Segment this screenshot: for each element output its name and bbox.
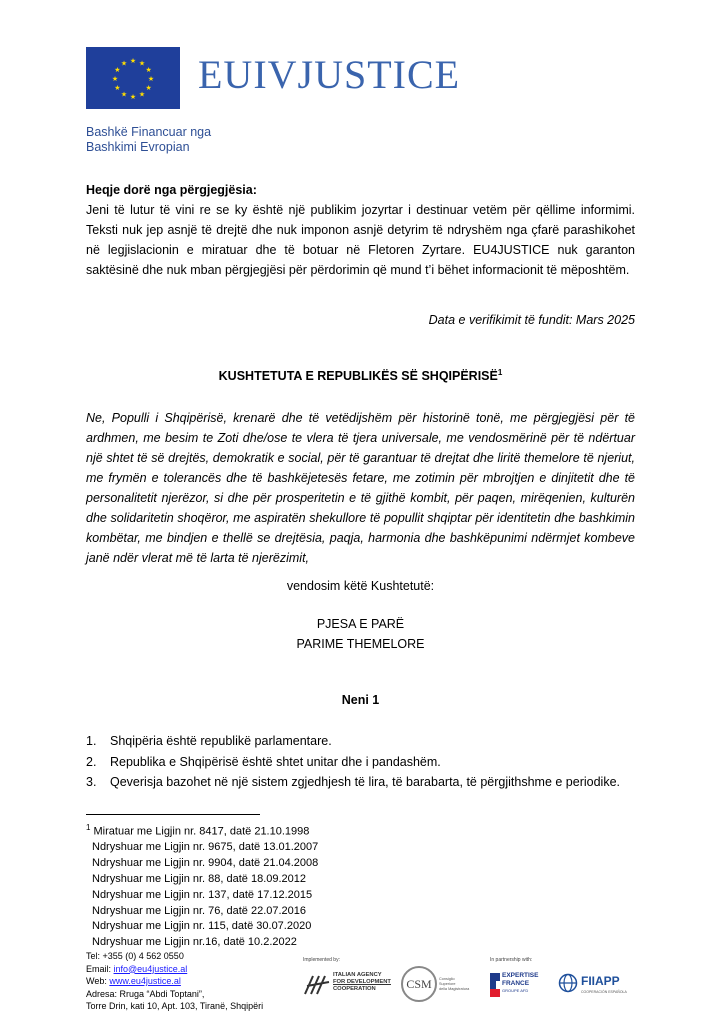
footnote-line <box>86 820 318 840</box>
cofinanced-line-2: Bashkimi Evropian <box>86 140 190 154</box>
disclaimer-text: Jeni të lutur të vini re se ky është një publikim jozyrtar i destinuar vetëm për qëllime informimi. Teksti nuk jep asnjë të drejtë dhe nuk imponon asnjë detyrim të ndryshëm nga çfarë parashikohet në legjislacionin e miratuar dhe të botuar në Fletoren Zyrtare. EU4JUSTICE nuk garanton saktësinë dhe nuk mban përgjegjësi për përdorimin që mund t’i bëhet informacionit të mëposhtëm. <box>86 203 635 277</box>
aics-line-3: COOPERATION <box>333 986 376 992</box>
footnote-line: Ndryshuar me Ligjin nr. 76, datë 22.07.2016 <box>92 904 307 917</box>
svg-text:★: ★ <box>138 90 146 99</box>
svg-text:★: ★ <box>145 84 152 92</box>
footnote-line: Ndryshuar me Ligjin nr. 9904, datë 21.04.2008 <box>92 857 319 870</box>
contact-address-1: Adresa: Rruga “Abdi Toptani”, <box>86 988 205 999</box>
list-item <box>86 772 646 793</box>
csm-seal <box>401 966 437 1002</box>
enactment-line: vendosim këtë Kushtetutë: <box>286 579 435 593</box>
brand-logo-text: EUIVJUSTICE <box>198 52 461 97</box>
footnote-line: Ndryshuar me Ligjin nr. 115, datë 30.07.2020 <box>92 920 312 933</box>
contact-email-row <box>86 963 263 976</box>
verification-date: Data e verifikimit të fundit: Mars 2025 <box>428 313 635 327</box>
email-label: Email: <box>86 963 112 974</box>
svg-text:★: ★ <box>129 93 137 101</box>
aics-logo-text <box>333 972 391 993</box>
csm-caption-1: Consiglio <box>439 977 455 981</box>
contact-web-row <box>86 975 263 988</box>
list-item-number: 1. <box>86 734 97 748</box>
fiiapp-caption: COOPERACIÓN ESPAÑOLA <box>581 990 627 994</box>
fiiapp-logo-text: FIIAPP <box>581 974 620 988</box>
list-item-number: 3. <box>86 775 97 789</box>
footnote-line: Ndryshuar me Ligjin nr.16, datë 10.2.2022 <box>92 936 297 949</box>
svg-text:★: ★ <box>120 59 128 68</box>
partnership-label: In partnership with: <box>490 957 533 963</box>
list-item <box>86 731 646 752</box>
footnote-ref[interactable]: 1 <box>497 368 503 377</box>
list-item-text: Shqipëria është republikë parlamentare. <box>110 734 332 748</box>
svg-text:★: ★ <box>114 84 121 92</box>
ef-line-1: EXPERTISE <box>502 972 539 979</box>
eu-stars-icon <box>86 47 180 109</box>
web-link[interactable]: www.eu4justice.al <box>109 976 181 987</box>
aics-line-2: FOR DEVELOPMENT <box>333 979 391 985</box>
partner-logos <box>303 957 643 1007</box>
svg-text:★: ★ <box>114 66 121 74</box>
contact-tel: Tel: +355 (0) 4 562 0550 <box>86 951 184 961</box>
ef-line-2: FRANCE <box>502 979 530 987</box>
web-label: Web: <box>86 976 107 987</box>
footnote <box>86 820 318 951</box>
csm-caption <box>439 977 469 992</box>
contact-info <box>86 950 263 1013</box>
svg-text:★: ★ <box>147 75 155 83</box>
footnote-divider <box>86 814 260 815</box>
email-link[interactable]: info@eu4justice.al <box>113 963 188 974</box>
cofinanced-line-1: Bashkë Financuar nga <box>86 125 212 139</box>
svg-text:★: ★ <box>120 90 128 99</box>
svg-text:★: ★ <box>129 57 137 65</box>
svg-text:★: ★ <box>111 75 119 83</box>
footnote-line: Ndryshuar me Ligjin nr. 9675, datë 13.01.2007 <box>92 841 319 854</box>
aics-logo-icon <box>303 972 331 998</box>
svg-text:★: ★ <box>138 59 146 68</box>
expertise-france-icon <box>490 973 500 997</box>
fiiapp-globe-icon <box>558 973 578 993</box>
aics-line-1: ITALIAN AGENCY <box>333 972 382 978</box>
part-title: PJESA E PARË <box>316 617 405 631</box>
part-subtitle: PARIME THEMELORE <box>296 637 425 651</box>
article-list <box>86 731 646 793</box>
contact-address-2: Torre Drin, kati 10, Apt. 103, Tiranë, Shqipëri <box>86 1001 264 1012</box>
disclaimer-title: Heqje dorë nga përgjegjësia: <box>86 183 257 197</box>
list-item <box>86 752 646 773</box>
disclaimer-block <box>86 180 635 280</box>
csm-caption-2: Superiore <box>439 982 456 986</box>
ef-sub: GROUPE AFD <box>502 988 529 993</box>
footnote-text: Miratuar me Ligjin nr. 8417, datë 21.10.1998 <box>93 825 310 838</box>
article-title: Neni 1 <box>341 693 380 707</box>
list-item-text: Republika e Shqipërisë është shtet unitar dhe i pandashëm. <box>110 754 441 769</box>
footnote-line: Ndryshuar me Ligjin nr. 137, datë 17.12.2015 <box>92 888 313 901</box>
csm-seal-text: CSM <box>406 976 432 991</box>
document-title <box>0 368 721 383</box>
implemented-by-label: Implemented by: <box>303 957 340 963</box>
list-item-text: Qeverisja bazohet në një sistem zgjedhjesh të lira, të barabarta, të përgjithshme e periodike. <box>110 775 621 789</box>
cofinanced-note <box>86 125 211 155</box>
eu-flag-logo <box>86 47 180 109</box>
footnote-mark: 1 <box>86 823 91 832</box>
preamble: Ne, Populli i Shqipërisë, krenarë dhe të vetëdijshëm për historinë tonë, me përgjegjësi për të ardhmen, me besim te Zoti dhe/ose te vlera të tjera universale, me vendosmërinë për të ndërtuar një shtet të së drejtës, demokratik e social, për të garantuar të drejtat dhe liritë themelore të njeriut, me frymën e tolerancës dhe të bashkëjetesës fetare, me zotimin për mbrojtjen e dinjitetit dhe të personalitetit njerëzor, si dhe për prosperitetin e të gjithë kombit, për paqen, mirëqenien, kulturën dhe solidaritetin shoqëror, me aspiratën shekullore të popullit shqiptar për identitetin dhe bashkimin kombëtar, me bindjen e thellë se drejtësia, paqja, harmonia dhe bashkëpunimi ndërmjet kombeve janë ndër vlerat më të larta të njerëzimit, <box>86 411 635 565</box>
expertise-france-text <box>502 972 538 995</box>
footnote-line: Ndryshuar me Ligjin nr. 88, datë 18.09.2012 <box>92 873 307 886</box>
csm-caption-3: della Magistratura <box>439 987 470 991</box>
document-title-text: KUSHTETUTA E REPUBLIKËS SË SHQIPËRISË <box>218 369 498 384</box>
list-item-number: 2. <box>86 754 97 769</box>
svg-text:★: ★ <box>145 66 152 74</box>
